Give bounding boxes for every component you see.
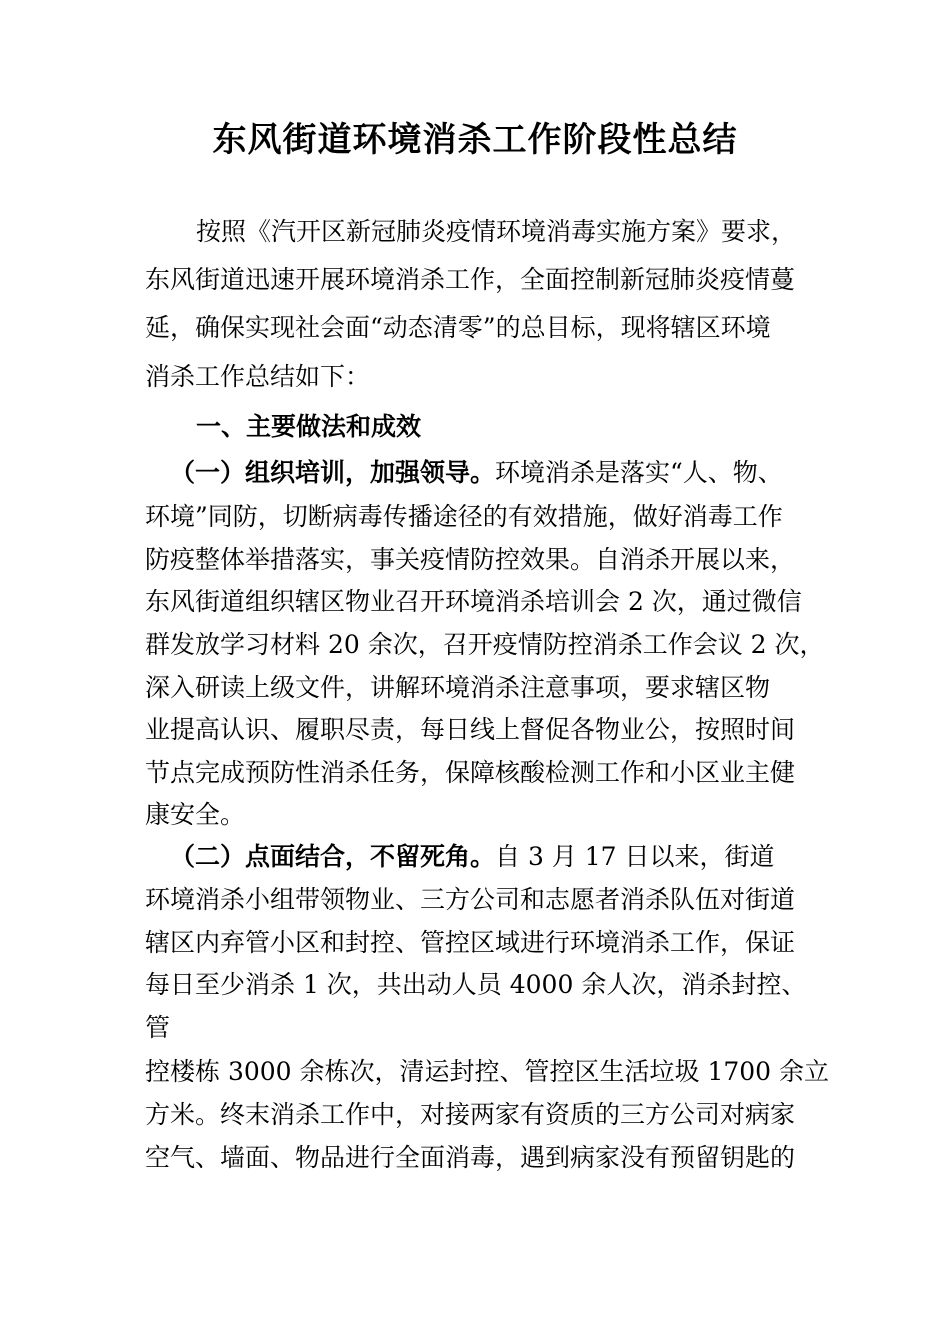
text-run: 东风街道迅速开展环境消杀工作， bbox=[145, 265, 521, 294]
paragraph-line bbox=[145, 1093, 795, 1137]
text-run: （一）组织培训，加强领导。 bbox=[170, 458, 496, 487]
text-run: 环境消杀是落实“人、物、 bbox=[495, 458, 783, 487]
text-run: 辖区内弃管小区和封控、管控区域进行环境消杀工作，保证 bbox=[145, 928, 796, 957]
text-run: 环境”同防，切断病毒传播途径的有效措施，做好消毒工作 bbox=[145, 502, 783, 531]
paragraph-line bbox=[145, 580, 802, 624]
text-run: 业提高认识、履职尽责，每日线上督促各物业公，按照时间 bbox=[145, 715, 796, 744]
paragraph-line bbox=[145, 1006, 170, 1050]
text-run: 节点完成预防性消杀任务，保障核酸检测工作和小区业主健 bbox=[145, 758, 796, 787]
text-run: 康安全。 bbox=[145, 800, 246, 829]
text-run: 一、主要做法和成效 bbox=[196, 412, 422, 441]
text-run: 东风街道组织辖区物业召开环境消杀培训会 2 次，通过微信 bbox=[145, 587, 802, 616]
text-run: 消杀工作总结如下： bbox=[145, 362, 371, 391]
text-run: 按照《汽开区新冠肺炎疫情环境消毒实施方案》 bbox=[196, 217, 722, 246]
paragraph-line bbox=[145, 495, 783, 539]
text-run: 控楼栋 3000 余栋次，清运封控、管控区生活垃圾 1700 余立 bbox=[145, 1057, 830, 1086]
paragraph-line bbox=[170, 451, 783, 495]
paragraph-line bbox=[145, 538, 795, 582]
paragraph-line bbox=[145, 623, 825, 667]
text-run: 现将辖区环境 bbox=[620, 313, 771, 342]
text-run: 全面控制新冠肺炎疫情蔓 bbox=[520, 265, 796, 294]
text-run: 方米。终末消杀工作中，对接两家有资质的三方公司对病家 bbox=[145, 1100, 796, 1129]
paragraph-line bbox=[145, 878, 795, 922]
text-run: 进行全面消毒，遇到病家没有预留钥匙的 bbox=[345, 1143, 796, 1172]
text-run: 空气、墙面、物品 bbox=[145, 1143, 346, 1172]
paragraph-line bbox=[170, 835, 775, 879]
paragraph-line bbox=[145, 1050, 829, 1094]
paragraph-line bbox=[145, 306, 771, 350]
text-run: 环境消杀小组带领物业、三方公司和志愿者消杀队伍对街道 bbox=[145, 885, 796, 914]
paragraph-line bbox=[196, 210, 796, 254]
text-run: 管 bbox=[145, 1013, 171, 1042]
paragraph-line bbox=[145, 258, 795, 302]
text-run: 深入研读上级文件，讲解环境消杀注意事项，要求辖区物 bbox=[145, 673, 771, 702]
text-run: （二）点面结合，不留死角。 bbox=[170, 842, 496, 871]
paragraph-line bbox=[145, 751, 795, 795]
text-run: 延，确保实现社会面“动态清零”的总目标， bbox=[145, 313, 621, 342]
paragraph-line bbox=[145, 793, 245, 837]
text-run: 群发放学习材料 20 余次，召开疫情防控消杀工作会议 2 次， bbox=[145, 630, 825, 659]
paragraph-line bbox=[145, 355, 370, 399]
text-run: 每日至少消杀 1 次，共出动人员 4000 余人次，消杀封控、 bbox=[145, 970, 807, 999]
text-run: 自 3 月 17 日以来，街道 bbox=[495, 842, 775, 871]
text-run: 要求， bbox=[721, 217, 797, 246]
paragraph-line bbox=[196, 405, 421, 449]
paragraph-line bbox=[145, 921, 795, 965]
paragraph-line bbox=[145, 963, 806, 1007]
document-title: 东风街道环境消杀工作阶段性总结 bbox=[212, 120, 738, 160]
paragraph-line bbox=[145, 666, 770, 710]
paragraph-line bbox=[145, 708, 795, 752]
text-run: 防疫整体举措落实，事关疫情防控效果。自消杀开展以来， bbox=[145, 545, 796, 574]
paragraph-line bbox=[145, 1136, 795, 1180]
